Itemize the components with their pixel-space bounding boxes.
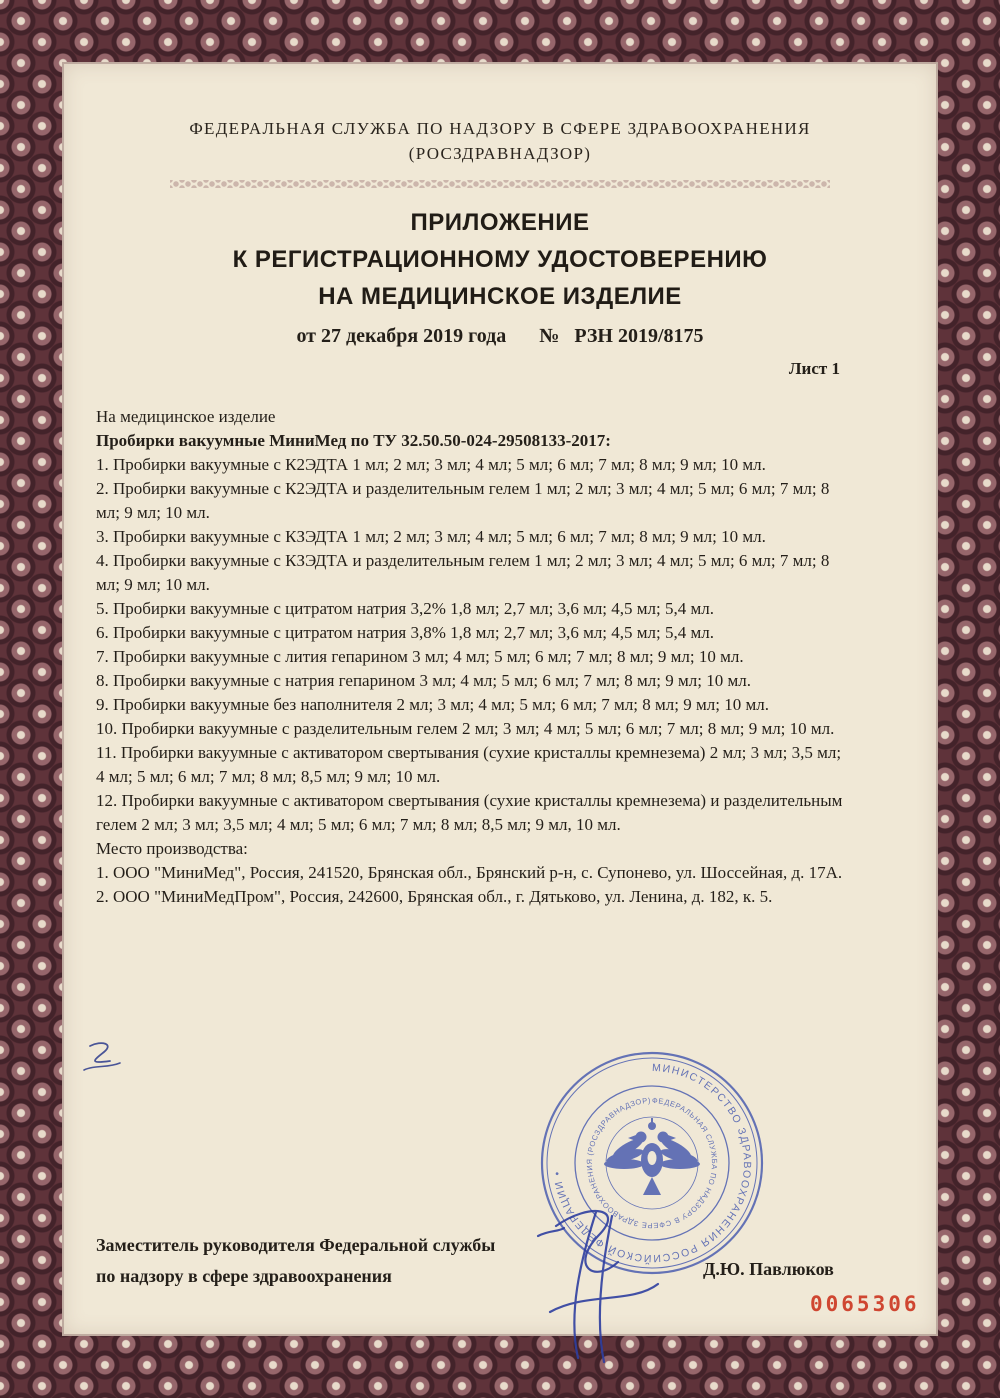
production-site: 2. ООО "МиниМедПром", Россия, 242600, Брянская обл., г. Дятьково, ул. Ленина, д. 182, к. 5.: [96, 887, 773, 906]
product-item: 10. Пробирки вакуумные с разделительным гелем 2 мл; 3 мл; 4 мл; 5 мл; 6 мл; 7 мл; 8 мл; 9 мл; 10 мл.: [96, 719, 835, 738]
document-body: [96, 405, 843, 909]
correction-mark: [80, 1038, 124, 1082]
product-heading: Пробирки вакуумные МиниМед по ТУ 32.50.50-024-29508133-2017:: [96, 431, 611, 450]
stamp-inner-ring-text: ФЕДЕРАЛЬНАЯ СЛУЖБА ПО НАДЗОРУ В СФЕРЕ ЗДРАВООХРАНЕНИЯ (РОСЗДРАВНАДЗОР): [584, 1095, 719, 1231]
product-item: 2. Пробирки вакуумные с К2ЭДТА и разделительным гелем 1 мл; 2 мл; 3 мл; 4 мл; 5 мл; 6 мл; 7 мл; 8 мл; 9 мл; 10 мл.: [96, 479, 830, 522]
signatory-title-line2: по надзору в сфере здравоохранения: [96, 1266, 392, 1286]
product-item: 3. Пробирки вакуумные с КЗЭДТА 1 мл; 2 мл; 3 мл; 4 мл; 5 мл; 6 мл; 7 мл; 8 мл; 9 мл; 10 мл.: [96, 527, 766, 546]
production-heading: Место производства:: [96, 839, 248, 858]
signature-stroke: [498, 1192, 718, 1372]
product-item: 7. Пробирки вакуумные с лития гепарином 3 мл; 4 мл; 5 мл; 6 мл; 7 мл; 8 мл; 9 мл; 10 мл.: [96, 647, 744, 666]
product-item: 4. Пробирки вакуумные с КЗЭДТА и разделительным гелем 1 мл; 2 мл; 3 мл; 4 мл; 5 мл; 6 мл; 7 мл; 8 мл; 9 мл; 10 мл.: [96, 551, 830, 594]
product-item: 5. Пробирки вакуумные с цитратом натрия 3,2% 1,8 мл; 2,7 мл; 3,6 мл; 4,5 мл; 5,4 мл.: [96, 599, 714, 618]
intro-line: На медицинское изделие: [96, 407, 276, 426]
number-value: РЗН 2019/8175: [574, 325, 704, 347]
product-item: 6. Пробирки вакуумные с цитратом натрия 3,8% 1,8 мл; 2,7 мл; 3,6 мл; 4,5 мл; 5,4 мл.: [96, 623, 714, 642]
date-value: 27 декабря 2019 года: [321, 325, 507, 347]
signatory-title-line1: Заместитель руководителя Федеральной службы: [96, 1235, 496, 1255]
agency-abbr: (РОСЗДРАВНАДЗОР): [408, 144, 592, 163]
document-paper: [62, 62, 938, 1336]
number-sign: №: [539, 325, 560, 347]
product-item: 11. Пробирки вакуумные с активатором свертывания (сухие кристаллы кремнезема) 2 мл; 3 мл; 3,5 мл; 4 мл; 5 мл; 6 мл; 7 мл; 8 мл; 8,5 мл; 9 мл; 10 мл.: [96, 743, 842, 786]
sheet-number: Лист 1: [788, 359, 840, 378]
signatory-title: [96, 1230, 495, 1292]
agency-header: [62, 116, 938, 166]
agency-name: ФЕДЕРАЛЬНАЯ СЛУЖБА ПО НАДЗОРУ В СФЕРЕ ЗДРАВООХРАНЕНИЯ: [189, 119, 811, 138]
stamp-outer-ring-text: МИНИСТЕРСТВО ЗДРАВООХРАНЕНИЯ РОССИЙСКОЙ ФЕДЕРАЦИИ •: [551, 1061, 754, 1265]
date-line: [62, 325, 938, 348]
date-prefix: от: [296, 325, 316, 347]
doc-title-line1: ПРИЛОЖЕНИЕ: [410, 209, 590, 236]
decorative-rule: [170, 180, 830, 188]
signatory-name: Д.Ю. Павлюков: [703, 1259, 834, 1279]
serial-number: 0065306: [810, 1292, 920, 1316]
product-item: 1. Пробирки вакуумные с К2ЭДТА 1 мл; 2 мл; 3 мл; 4 мл; 5 мл; 6 мл; 7 мл; 8 мл; 9 мл; 10 мл.: [96, 455, 766, 474]
production-site: 1. ООО "МиниМед", Россия, 241520, Брянская обл., Брянский р-н, с. Супонево, ул. Шоссейная, д. 17А.: [96, 863, 843, 882]
document-title: [62, 204, 938, 315]
doc-title-line2: К РЕГИСТРАЦИОННОМУ УДОСТОВЕРЕНИЮ: [232, 246, 768, 273]
product-item: 12. Пробирки вакуумные с активатором свертывания (сухие кристаллы кремнезема) и разделительным гелем 2 мл; 3 мл; 3,5 мл; 4 мл; 5 мл; 6 мл; 7 мл; 8 мл; 8,5 мл; 9 мл, 10 мл.: [96, 791, 843, 834]
product-item: 9. Пробирки вакуумные без наполнителя 2 мл; 3 мл; 4 мл; 5 мл; 6 мл; 7 мл; 8 мл; 9 мл; 10 мл.: [96, 695, 769, 714]
doc-title-line3: НА МЕДИЦИНСКОЕ ИЗДЕЛИЕ: [318, 283, 682, 310]
double-headed-eagle-icon: [604, 1118, 700, 1195]
product-item: 8. Пробирки вакуумные с натрия гепарином 3 мл; 4 мл; 5 мл; 6 мл; 7 мл; 8 мл; 9 мл; 10 мл.: [96, 671, 751, 690]
